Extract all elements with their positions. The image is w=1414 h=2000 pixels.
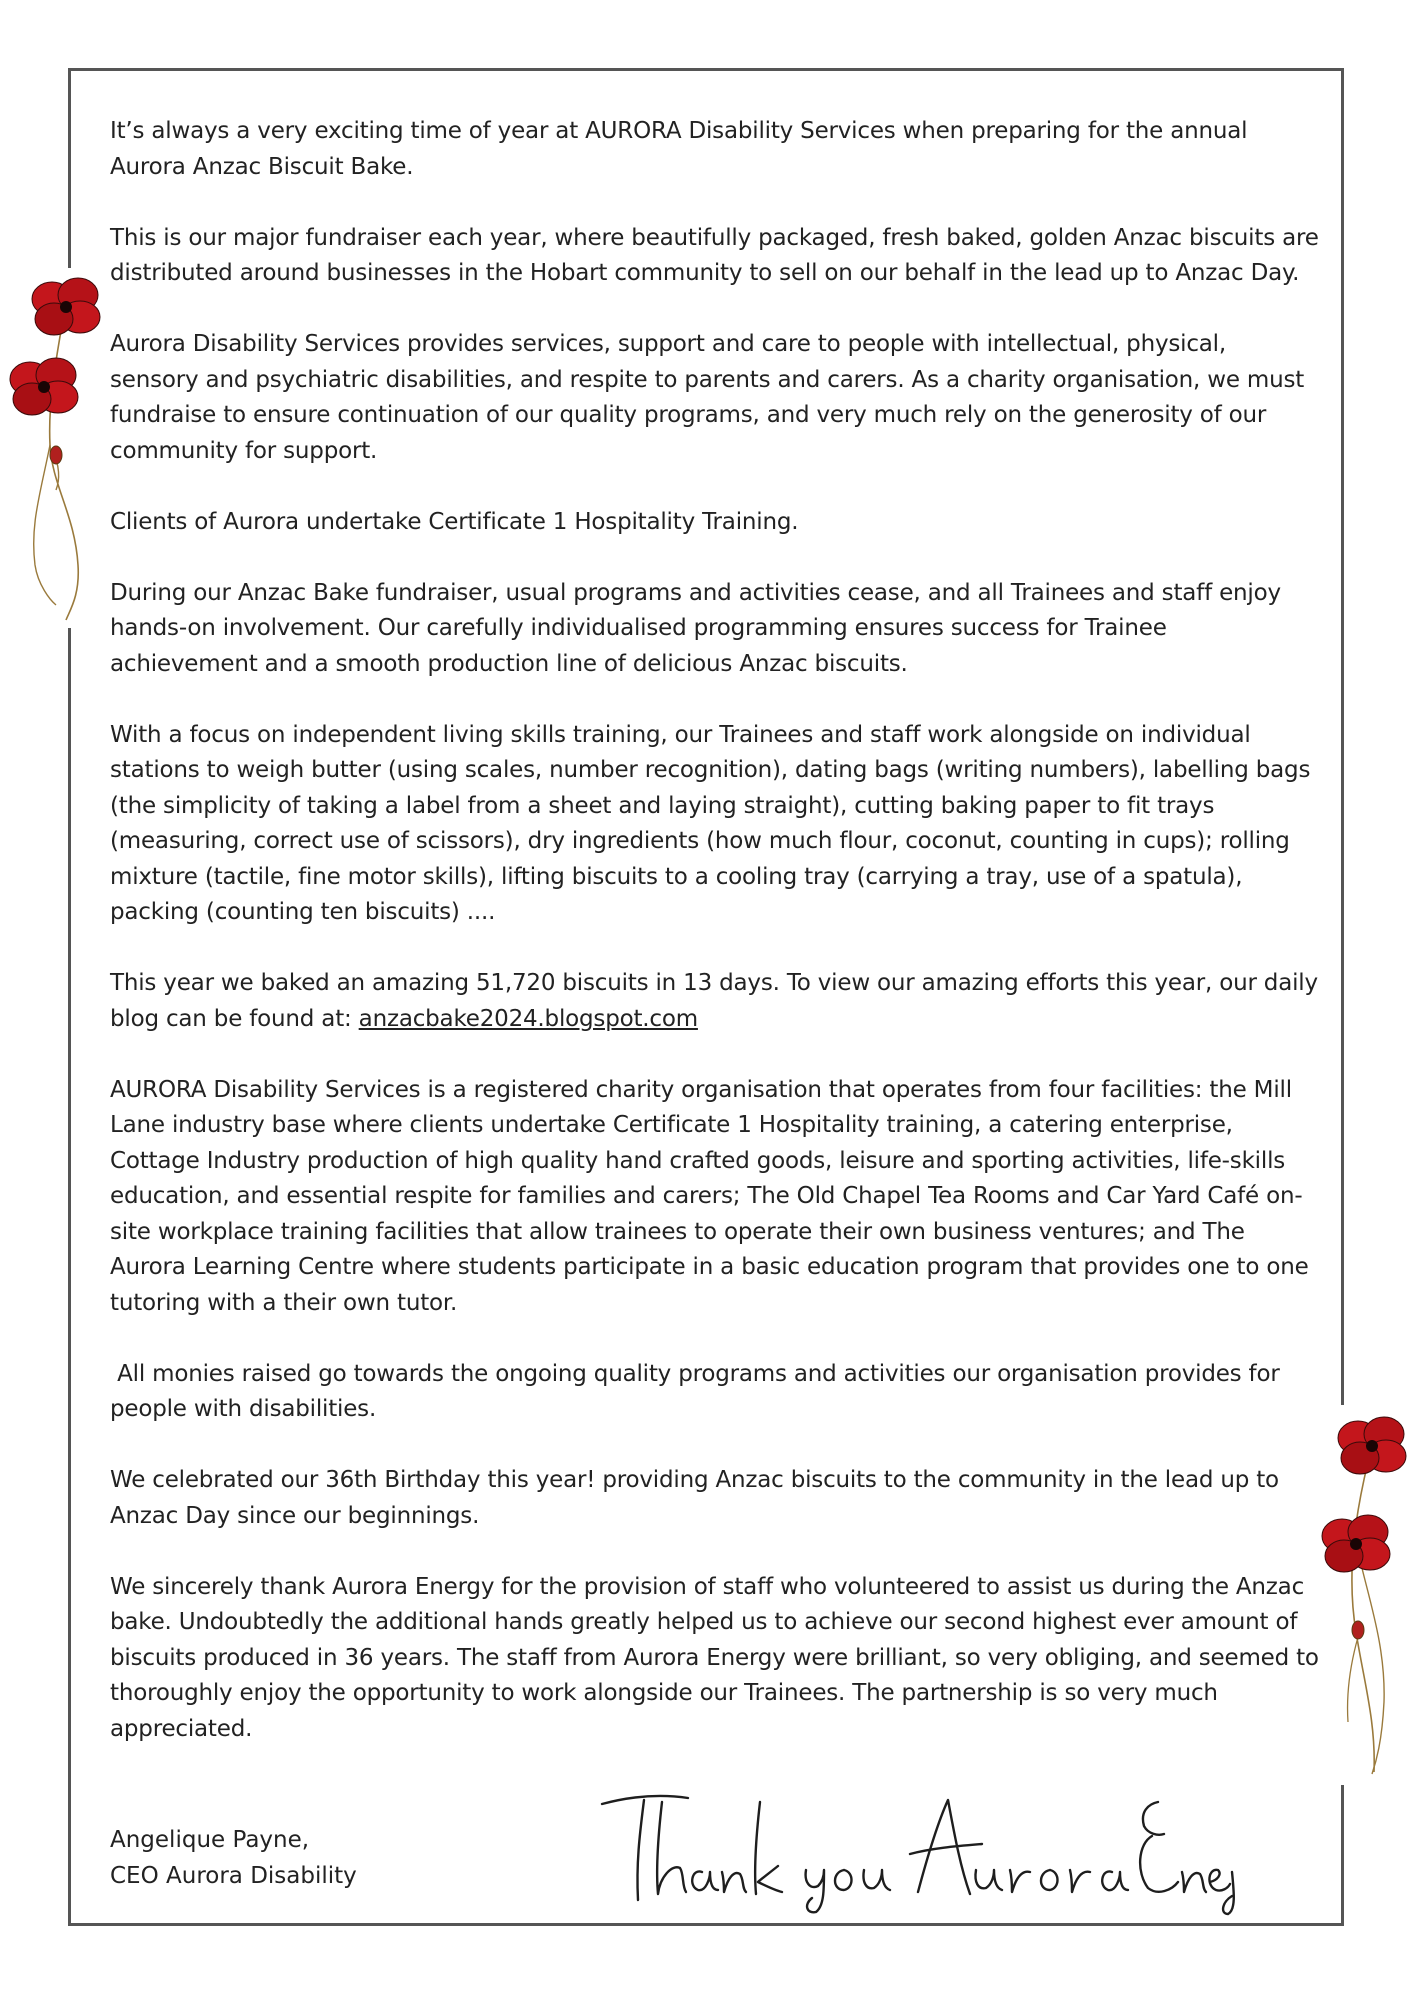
blog-link[interactable]: anzacbake2024.blogspot.com [358, 1005, 698, 1032]
letter-body [110, 114, 1320, 1783]
paragraph-monies: All monies raised go towards the ongoing quality programs and activities our organisation provides for people with disabilities. [110, 1360, 1287, 1422]
blog-intro-text: This year we baked an amazing 51,720 biscuits in 13 days. To view our amazing efforts this year, our daily blog can be found at: [110, 970, 1318, 1032]
signoff-name: Angelique Payne, [110, 1827, 310, 1853]
poppy-flowers-left [0, 265, 110, 625]
paragraph-thanks: We sincerely thank Aurora Energy for the provision of staff who volunteered to assist us during the Anzac bake. Undoubtedly the additional hands greatly helped us to achieve our second highest ever amount of biscuits produced in 36 years. The staff from Aurora Energy were brilliant, so very obliging, and seemed to thoroughly enjoy the opportunity to work alongside our Trainees. The partnership is so very much appreciated. [110, 1573, 1319, 1742]
paragraph-fundraiser: This is our major fundraiser each year, where beautifully packaged, fresh baked, golden Anzac biscuits are distributed around businesses in the Hobart community to sell on our behalf in the lead up to Anzac Day. [110, 224, 1319, 286]
signoff [110, 1823, 357, 1894]
paragraph-blog [110, 966, 1320, 1037]
thank-you-script [592, 1782, 1242, 1917]
paragraph-services: Aurora Disability Services provides services, support and care to people with intellectual, physical, sensory and psychiatric disabilities, and respite to parents and carers. As a charity organisation, we must fundraise to ensure continuation of our quality programs, and very much rely on the generosity of our community for support. [110, 331, 1305, 464]
paragraph-intro: It’s always a very exciting time of year at AURORA Disability Services when preparing for the annual Aurora Anzac Biscuit Bake. [110, 118, 1248, 180]
paragraph-birthday: We celebrated our 36th Birthday this year! providing Anzac biscuits to the community in the lead up to Anzac Day since our beginnings. [110, 1467, 1279, 1529]
paragraph-involvement: During our Anzac Bake fundraiser, usual programs and activities cease, and all Trainees and staff enjoy hands-on involvement. Our carefully individualised programming ensures success for Trainee achievement and a smooth production line of delicious Anzac biscuits. [110, 579, 1281, 677]
paragraph-facilities: AURORA Disability Services is a registered charity organisation that operates from four facilities: the Mill Lane industry base where clients undertake Certificate 1 Hospitality training, a catering enterprise, Cottage Industry production of high quality hand crafted goods, leisure and sporting activities, life-skills education, and essential respite for families and carers; The Old Chapel Tea Rooms and Car Yard Café on-site workplace training facilities that allow trainees to operate their own business ventures; and The Aurora Learning Centre where students participate in a basic education program that provides one to one tutoring with a their own tutor. [110, 1076, 1309, 1316]
paragraph-certificate: Clients of Aurora undertake Certificate 1 Hospitality Training. [110, 508, 799, 535]
signoff-title: CEO Aurora Disability [110, 1862, 357, 1889]
paragraph-skills: With a focus on independent living skills training, our Trainees and staff work alongside on individual stations to weigh butter (using scales, number recognition), dating bags (writing numbers), labelling bags (the simplicity of taking a label from a sheet and laying straight), cutting baking paper to fit trays (measuring, correct use of scissors), dry ingredients (how much flour, coconut, counting in cups); rolling mixture (tactile, fine motor skills), lifting biscuits to a cooling tray (carrying a tray, use of a spatula), packing (counting ten biscuits) .... [110, 721, 1311, 925]
